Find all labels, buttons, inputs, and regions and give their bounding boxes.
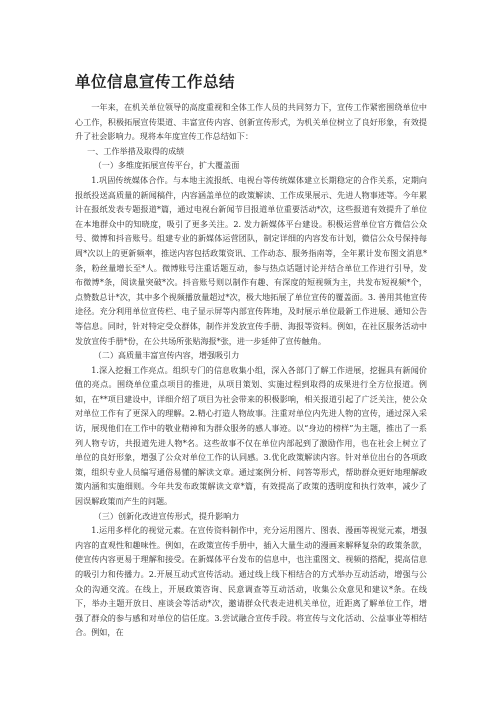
subsection-heading: （二）高质量丰富宣传内容，增强吸引力 [93, 350, 240, 361]
body-paragraph: 1.运用多样化的视觉元素。在宣传资料制作中，充分运用图片、图表、漫画等视觉元素，增强内容的直观性和趣味性。例如，在政策宣传手册中，插入大量生动的漫画来解释复杂的政策条款，使宣传内容更易于理解和接受。在新媒体平台发布的信息中，也注重图文、视频的搭配，提高信息的吸引力和传播力。2.开展互动式宣传活动。通过线上线下相结合的方式举办互动活动，增强与公众的沟通交流。在线上，开展政策咨询、民意调查等互动活动，收集公众意见和建议*条。在线下，举办主题开放日、座谈会等活动*次，邀请群众代表走进机关单位，近距离了解单位工作，增强了群众的参与感和对单位的信任度。3.尝试融合宣传手段。将宣传与文化活动、公益事业等相结合。例如，在 [75, 525, 427, 638]
body-paragraph: 1.巩固传统媒体合作。与本地主流报纸、电视台等传统媒体建立长期稳定的合作关系，定期向报纸投送高质量的新闻稿件，内容涵盖单位的政策解读、工作成果展示、先进人物事迹等。今年累计在报纸发表专题报道*篇，通过电视台新闻节目报道单位重要活动*次，这些报道有效提升了单位在本地群众中的知晓度，吸引了更多关注。2. 发力新媒体平台建设。积极运营单位官方微信公众号、微博和抖音账号。组建专业的新媒体运营团队，制定详细的内容发布计划，微信公众号保持每周*次以上的更新频率，推送内容包括政策资讯、工作动态、服务指南等，全年累计发布图文消息*条，粉丝量增长至*人。微博账号注重话题互动，参与热点话题讨论并结合单位工作进行引导，发布微博*条，阅读量突破*次。抖音账号则以制作有趣、有深度的短视频为主，共发布短视频*个，点赞数总计*次，其中多个视频播放量超过*次，极大地拓展了单位宣传的覆盖面。3. 善用其他宣传途径。充分利用单位宣传栏、电子显示屏等内部宣传阵地，及时展示单位最新工作进展、通知公告等信息。同时，针对特定受众群体，制作并发放宣传手册、海报等资料。例如，在社区服务活动中发放宣传手册*份，在公共场所张贴海报*张，进一步延伸了宣传触角。 [75, 174, 427, 346]
body-paragraph: 1.深入挖掘工作亮点。组织专门的信息收集小组，深入各部门了解工作进展，挖掘具有新闻价值的亮点。围绕单位重点项目的推进，从项目策划、实施过程到取得的成果进行全方位报道。例如，在**项目建设中，详细介绍了项目为社会带来的积极影响，相关报道引起了广泛关注，使公众对单位工作有了更深入的理解。2.精心打造人物故事。注重对单位内先进人物的宣传，通过深入采访，展现他们在工作中的敬业精神和为群众服务的感人事迹。以“身边的榜样”为主题，推出了一系列人物专访，共报道先进人物*名。这些故事不仅在单位内部起到了激励作用，也在社会上树立了单位的良好形象，增强了公众对单位工作的认同感。3.优化政策解读内容。针对单位出台的各项政策，组织专业人员编写通俗易懂的解读文章。通过案例分析、问答等形式，帮助群众更好地理解政策内涵和实施细则。今年共发布政策解读文章*篇，有效提高了政策的透明度和执行效率，减少了因误解政策而产生的问题。 [75, 364, 427, 507]
document-body [75, 100, 427, 640]
section-heading: 一、工作举措及取得的成绩 [87, 145, 185, 156]
subsection-heading: （一）多维度拓展宣传平台，扩大覆盖面 [93, 160, 240, 171]
document-title: 单位信息宣传工作总结 [75, 73, 236, 91]
intro-paragraph: 一年来，在机关单位领导的高度重视和全体工作人员的共同努力下，宣传工作紧密围绕单位中心工作，积极拓展宣传渠道、丰富宣传内容、创新宣传形式，为机关单位树立了良好形象，有效提升了社会影响力。现将本年度宣传工作总结如下： [75, 102, 427, 142]
subsection-heading: （三）创新化改进宣传形式，提升影响力 [93, 510, 240, 521]
